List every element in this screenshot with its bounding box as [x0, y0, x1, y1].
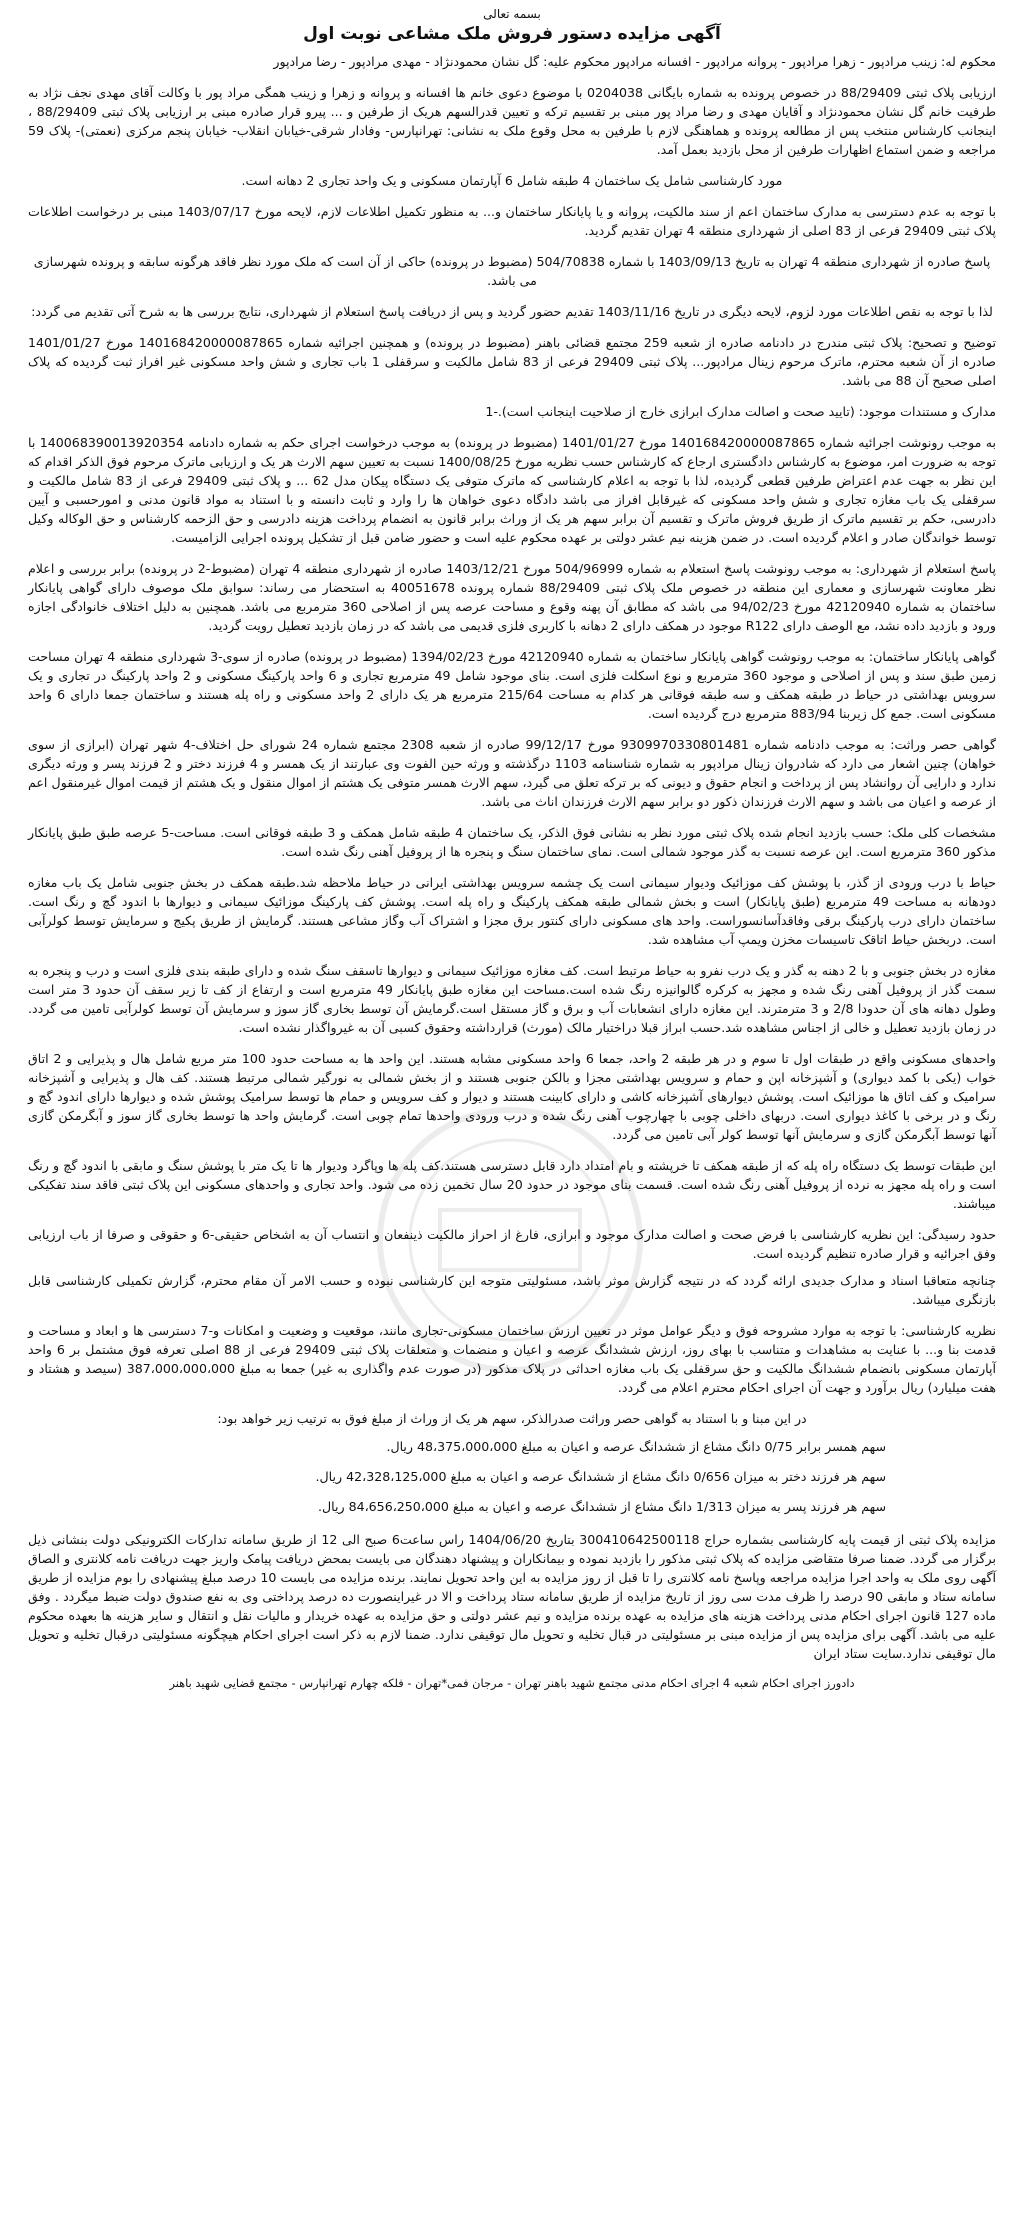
parties-paragraph: محکوم له: زینب مرادپور - زهرا مرادپور - پروانه مرادپور - افسانه مرادپور محکوم علیه: گل نشان محمودنژاد - مهدی مرادپور - رضا مرادپور: [273, 54, 996, 69]
execution-order-paragraph: به موجب رونوشت اجرائیه شماره 140168420000087865 مورخ 1401/01/27 (مضبوط در پرونده) به موجب درخواست اجرای حکم به شماره دادنامه 140068390013920354 با توجه به ضرورت امر، موضوع به کارشناس دادگستری ارجاع که کارشناس حسب نظریه مورخ 1400/08/25 نسبت به تعیین سهم الارث هر یک و ارزیابی ماترک مرحوم فوق الذکر اقدام که این نظر به جهت عدم اعتراض طرفین قطعی گردیده، لذا با توجه به اعلام کارشناسی که ماترک متوفی یک دستگاه پیکان مدل 62 ... و پلاک ثبتی 29409 فرعی از 83 شامل مالکیت و سرقفلی یک باب مغازه تجاری و شش واحد مسکونی که غیرقابل افراز می باشد دادگاه دعوی خواهان ها را وارد و ثابت دانسته و با استناد به مواد قانون مدنی و امورحسبی و آیین دادرسی، حکم بر تقسیم ماترک از طریق فروش ماترک و تقسیم آن برابر سهم هر یک از وراث برابر قانون به انضمام پرداخت هزینه دادرسی و حق الزحمه کارشناس و حق الوکاله وکیل توسط خواندگان صادر و اعلام گردیده است. در ضمن هزینه نیم عشر دولتی بر عهده محکوم علیه است و حضور ضامن قبل از تشکیل پرونده اجرایی الزامیست.: [28, 435, 996, 545]
subject-paragraph: مورد کارشناسی شامل یک ساختمان 4 طبقه شامل 6 آپارتمان مسکونی و یک واحد تجاری 2 دهانه است.: [241, 173, 783, 188]
share-item-spouse: سهم همسر برابر 0/75 دانگ مشاع از ششدانگ عرصه و اعیان به مبلغ 48،375،000،000 ریال.: [386, 1439, 886, 1454]
share-item-son: سهم هر فرزند پسر به میزان 1/313 دانگ مشاع از ششدانگ عرصه و اعیان به مبلغ 84،656،250،000 ریال.: [317, 1499, 886, 1514]
second-request-paragraph: لذا با توجه به نقص اطلاعات مورد لزوم، لایحه دیگری در تاریخ 1403/11/16 تقدیم حضور گردید و پس از دریافت پاسخ استعلام از شهرداری، نتایج بررسی ها به شرح آتی تقدیم می گردد:: [31, 304, 993, 319]
heir-shares-list: [28, 1436, 996, 1518]
scope-paragraph: حدود رسیدگی: این نظریه کارشناسی با فرض صحت و اصالت مدارک موجود و ابرازی، فارغ از احراز مالکیت ذینفعان و انتساب آن به اشخاص حقیقی-6 و حقوقی و صرفا از باب ارزیابی وفق اجرائیه و قرار صادره تنظیم گردیده است.: [28, 1227, 996, 1261]
introduction-paragraph: ارزیابی پلاک ثبتی 88/29409 در خصوص پرونده به شماره بایگانی 0204038 با موضوع دعوی خانم ها افسانه و پروانه و زهرا و زینب همگی مراد پور با وکالت آقای مهدی نجف نژاد به طرفیت خانم گل نشان محمودنژاد و آقایان مهدی و رضا مراد پور مبنی بر تقسیم ترکه و تعیین قدرالسهم هریک از طرفین و ... پیرو قرار صادره مبنی بر ارزیابی پلاک ثبتی 88/29409 ، اینجانب کارشناس منتخب پس از مطالعه پرونده و هماهنگی لازم با طرفین به محل وقوع ملک به نشانی: تهرانپارس- وفادار شرقی-خیابان انقلاب- خیابان پنجم مرکزی (نعمتی)- پلاک 59 مراجعه و ضمن استماع اظهارات طرفین از محل بازدید بعمل آمد.: [28, 85, 996, 157]
inheritance-certificate-paragraph: گواهی حصر وراثت: به موجب دادنامه شماره 9309970330801481 مورخ 99/12/17 صادره از شعبه 2308 مجتمع شماره 24 شورای حل اختلاف-4 شهر تهران (ابرازی از سوی خواهان) چنین اشعار می دارد که شادروان زینال مرادپور به شماره شناسنامه 1103 درگذشته و ورثه حین الفوت وی عبارتند از یک همسر و 4 فرزند دختر و 2 فرزند پسر و ورثه دیگری ندارد و دارایی آن روانشاد پس از پرداخت و انجام حقوق و دیونی که بر ترکه تعلق می گیرد، سهم الارث همسر متوفی یک هشتم از اموال منقول و یک هشتم از قیمت اموال غیرمنقول اعم از عرصه و اعیان می باشد و سهم الارث فرزندان ذکور دو برابر سهم الارث فرزندان اناث می باشد.: [28, 737, 997, 809]
documents-request-paragraph: با توجه به عدم دسترسی به مدارک ساختمان اعم از سند مالکیت، پروانه و یا پایانکار ساختمان و... به منظور تکمیل اطلاعات لازم، لایحه مورخ 1403/07/17 مبنی بر درخواست اطلاعات پلاک ثبتی 29409 فرعی از 83 اصلی از شهرداری منطقه 4 تهران تقدیم گردید.: [28, 204, 996, 238]
property-specs-paragraph: مشخصات کلی ملک: حسب بازدید انجام شده پلاک ثبتی مورد نظر به نشانی فوق الذکر، یک ساختمان 4 طبقه شامل همکف و 3 طبقه فوقانی است. مساحت-5 عرصه طبق طبق پایانکار مذکور 360 مترمربع است. این عرصه نسبت به گذر موجود شمالی است. نمای ساختمان سنگ و پنجره ها از پروفیل آهنی رنگ شده است.: [28, 825, 996, 859]
signature-footer: دادورز اجرای احکام شعبه 4 اجرای احکام مدنی مجتمع شهید باهنر تهران - مرجان فمی*تهران - فلکه چهارم تهرانپارس - مجتمع قضایی شهید باهنر: [169, 1676, 855, 1690]
shares-intro-paragraph: در این مبنا و با استناد به گواهی حصر وراثت صدرالذکر، سهم هر یک از وراث از مبلغ فوق به ترتیب زیر خواهد بود:: [217, 1411, 807, 1426]
stairs-paragraph: این طبقات توسط یک دستگاه راه پله که از طبقه همکف تا خرپشته و بام امتداد دارد قابل دسترسی هستند.کف پله ها وپاگرد ودیوار ها تا یک متر با پوشش سنگ و مابقی با اندود گچ و رنگ است و راه پله مجهز به نرده از پروفیل آهنی رنگ شده است. قسمت بنای موجود در حدود 20 سال تخمین زده می شود. واحد تجاری و واحدهای مسکونی این پلاک ثبتی فاقد سند تفکیکی میباشند.: [28, 1158, 996, 1211]
municipality-reply-paragraph: پاسخ صادره از شهرداری منطقه 4 تهران به تاریخ 1403/09/13 با شماره 504/70838 (مضبوط در پرونده) حاکی از آن است که ملک مورد نظر فاقد هرگونه سابقه و پرونده شهرسازی می باشد.: [33, 254, 991, 288]
completion-certificate-paragraph: گواهی پایانکار ساختمان: به موجب رونوشت گواهی پایانکار ساختمان به شماره 42120940 مورخ 1394/02/23 (مضبوط در پرونده) صادره از سوی-3 شهرداری منطقه 4 تهران مساحت زمین طبق سند و پس از اصلاحی و موجود 360 مترمربع و نوع اسکلت فلزی است. بنای موجود شامل 49 مترمربع تجاری و 6 واحد پارکینگ مسکونی و 2 واحد پارکینگ در تجاری و یک سرویس بهداشتی در حیاط در طبقه همکف و سه طبقه فوقانی هر کدام به مساحت 215/64 مترمربع هر یک دارای 2 واحد مسکونی و راه پله هستند و ساختمان جمعا دارای 6 واحد مسکونی است. جمع کل زیربنا 883/94 مترمربع درج گردیده است.: [28, 649, 996, 721]
documents-heading: مدارک و مستندات موجود: (تایید صحت و اصالت مدارک ابرازی خارج از صلاحیت اینجانب است).-1: [485, 404, 996, 419]
expert-opinion-paragraph: نظریه کارشناسی: با توجه به موارد مشروحه فوق و دیگر عوامل موثر در تعیین ارزش ساختمان مسکونی-تجاری مانند، موقعیت و وضعیت و امکانات و-7 دسترسی ها و ابعاد و مساحت و قدمت بنا و... با عنایت به مشاهدات و متناسب با بهای روز، ارزش ششدانگ عرصه و اعیان و منضمات و متعلقات پلاک ثبتی 29409 فرعی از 88 اصلی تعرفه فوق مشتمل بر 6 واحد آپارتمان مسکونی بانضمام ششدانگ مالکیت و حق سرقفلی یک باب مغازه احداثی در پلاک مذکور (در صورت عدم واگذاری به غیر) جمعا به مبلغ 387،000،000،000 (سیصد و هشتاد و هفت میلیارد) ریال برآورد و جهت آن اجرای احکام محترم اعلام می گردد.: [28, 1323, 997, 1395]
residential-units-paragraph: واحدهای مسکونی واقع در طبقات اول تا سوم و در هر طبقه 2 واحد، جمعا 6 واحد مسکونی مشابه هستند. این واحد ها به مساحت حدود 100 متر مربع شامل هال و پذیرایی و 2 اتاق خواب (یکی با کمد دیواری) و آشپزخانه اپن و حمام و سرویس بهداشتی مجزا و بالکن جنوبی هستند و از بخش شمالی به نورگیر شمالی مرتبط هستند. کف هال و پذیرایی و آشپزخانه سرامیک و کف اتاق ها موزائیک است. پوشش دیوارهای آشپزخانه کاشی و دارای کابینت هستند و دیوار و کف سرویس و حمام ها توسط سرامیک پوشش شده و دیوارها دارای اندود گچ و رنگ و در برخی با کاغذ دیواری است. دربهای داخلی چوبی با چهارچوب آهنی رنگ شده و درب ورودی واحدها تمام چوبی است. گرمایش واحد ها توسط بخاری گاز سوز و آبگرمکن گازی آنها توسط آبگرمکن گازی و سرمایش آنها توسط کولر آبی تامین می گردد.: [28, 1051, 996, 1142]
review-clause-paragraph: چنانچه متعاقبا اسناد و مدارک جدیدی ارائه گردد که در نتیجه گزارش موثر باشد، مسئولیتی متوجه این کارشناسی نبوده و حسب الامر آن مقام محترم، گزارش تکمیلی کارشناسی قابل بازنگری میباشد.: [28, 1273, 996, 1307]
share-item-daughter: سهم هر فرزند دختر به میزان 0/656 دانگ مشاع از ششدانگ عرصه و اعیان به مبلغ 42،328،125،000 ریال.: [315, 1469, 886, 1484]
shop-paragraph: مغازه در بخش جنوبی و با 2 دهنه به گذر و یک درب نفرو به حیاط مرتبط است. کف مغازه موزائیک سیمانی و دیوارها تاسقف سنگ شده و دارای طبقه بندی فلزی است و درب و پنجره به سمت گذر از پروفیل آهنی رنگ شده و مجهز به کرکره گالوانیزه رنگ شده است.مساحت این مغازه طبق پایانکار 49 مترمربع است و ارتفاع از کف تا زیر سقف آن حدود 3 متر است وطول دهانه های آن حدودا 2/8 و 3 مترمترند. این مغازه دارای انشعابات آب و برق و گاز مستقل است.گرمایش آن توسط بخاری گاز سوز و سرمایش آن توسط کولرآبی تامین می گردد. در زمان بازدید تعطیل و خالی از اجناس مشاهده شد.حسب ابراز قبلا دراختیار مالک (مورث) قرارداشته وحقوق کسبی آن به غیرواگذار نشده است.: [28, 963, 996, 1035]
auction-terms-paragraph: مزایده پلاک ثبتی از قیمت پایه کارشناسی بشماره حراج 300410642500118 بتاریخ 1404/06/20 راس ساعت6 صبح الی 12 از طریق سامانه تدارکات الکترونیکی دولت بنشانی ذیل برگزار می گردد. ضمنا صرفا متقاضی مزایده که پلاک ثبتی مذکور را بازدید نموده و بیمانکاران و پیشنهاد دهندگان می بایست بمحض دریافت پیامک واریز جهت دریافت نامه کلانتری و الصاق آگهی روی ملک به واحد اجرا مزایده مراجعه وپاسخ نامه کلانتری را تا قبل از روز مزایده به این واحد تحویل نمایند. برنده مزایده می بایست 10 درصد مبلغ پیشنهادی را بوم مزایده از طریق سامانه ستاد و مابقی 90 درصد را ظرف مدت سی روز از تاریخ مزایده از طریق سامانه ستاد پرداخت و الا در غیراینصورت ده درصد پرداختی وی به نفع صندوق دولت ضبط میگردد . وفق ماده 127 قانون اجرای احکام مدنی پرداخت هزینه های مزایده به عهده برنده مزایده و نیم عشر دولتی و حق مزایده به عهده خریدار و مالیات نقل و انتقال و سایر هزینه ها بعهده محکوم علیه می باشد. آگهی برای مزایده پس از مزایده مبنی بر مسئولیتی در قبال تخلیه و تحویل مال توقیفی ندارد. ضمنا لازم به ذکر است اجرای احکام هیچگونه مسئولیتی درقبال تخلیه و تحویل مال توقیفی ندارد.سایت ستاد ایران: [28, 1532, 997, 1661]
yard-ground-floor-paragraph: حیاط با درب ورودی از گذر، با پوشش کف موزائیک ودیوار سیمانی است یک چشمه سرویس بهداشتی ایرانی در حیاط ملاحظه شد.طبقه همکف در بخش جنوبی شامل یک باب مغازه دودهانه به مساحت 49 مترمربع (طبق پایانکار) است و بخش شمالی طبقه همکف پارکینگ و راه پله است. پوشش کف پارکینگ موزائیک سیمانی و دیوارها با اندود گچ و رنگ است. ساختمان دارای درب پارکینگ برقی وفاقدآسانسوراست. واحد های مسکونی دارای کنتور برق مجزا و اشتراک آب وگاز مشاعی هستند. گرمایش از طریق پکیج و سرمایش توسط کولرآبی است. دربخش حیاط اتاقک تاسیسات مخزن ویمپ آب مشاهده شد.: [28, 875, 996, 947]
basmala: بسمه تعالی: [483, 7, 541, 21]
municipality-inquiry-paragraph: پاسخ استعلام از شهرداری: به موجب رونوشت پاسخ استعلام به شماره 504/96999 مورخ 1403/12/21 صادره از شهرداری منطقه 4 تهران (مضبوط-2 در پرونده) برابر بررسی و اعلام نظر معاونت شهرسازی و معماری این منطقه در خصوص ملک پلاک ثبتی 88/29409 شماره پرونده 40051678 به استحضار می رساند: سوابق ملک موصوف دارای گواهی پایانکار ساختمان به شماره 42120940 مورخ 94/02/23 می باشد که مطابق آن پهنه وقوع و مساحت عرصه پس از اصلاحی 360 مترمربع می باشد. همچنین به دلیل اختلاف خانوادگی اجازه ورود و بازدید داده نشد، مع الوصف دارای R122 موجود در همکف دارای 2 دهانه با کاربری فلزی قدیمی می باشد که در زمان بازدید تعطیل رویت گردید.: [28, 561, 997, 633]
notice-title: آگهی مزایده دستور فروش ملک مشاعی نوبت اول: [303, 24, 721, 44]
correction-paragraph: توضیح و تصحیح: پلاک ثبتی مندرج در دادنامه صادره از شعبه 259 مجتمع قضائی باهنر (مضبوط در پرونده) و همچنین اجرائیه شماره 140168420000087865 مورخ 1401/01/27 صادره از آن شعبه محترم، ماترک مرحوم زینال مرادپور... پلاک ثبتی 29409 فرعی از 83 شامل مالکیت و سرقفلی 1 باب تجاری و شش واحد مسکونی غیر افراز ثبت گردیده که پلاک اصلی صحیح آن 88 می باشد.: [28, 335, 996, 388]
